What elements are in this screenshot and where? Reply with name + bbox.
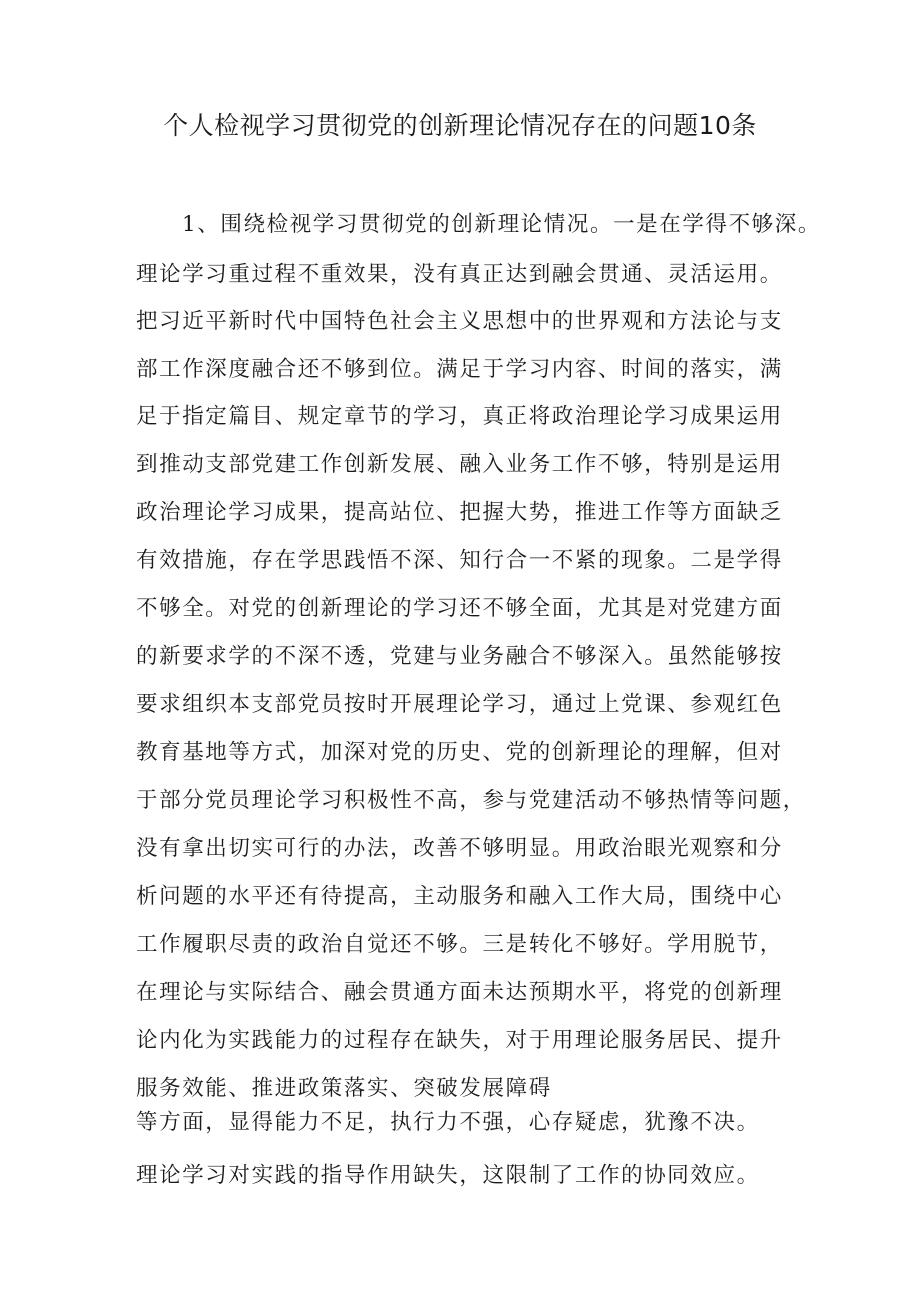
paragraph-line-2: 理论学习重过程不重效果，没有真正达到融会贯通、灵活运用。	[136, 262, 783, 287]
paragraph-line-13: 于部分党员理论学习积极性不高，参与党建活动不够热情等问题，	[136, 788, 806, 813]
paragraph-line-10: 的新要求学的不深不透，党建与业务融合不够深入。虽然能够按	[136, 644, 783, 669]
paragraph-line-17: 在理论与实际结合、融会贯通方面未达预期水平，将党的创新理	[136, 980, 783, 1005]
paragraph-line-5: 足于指定篇目、规定章节的学习，真正将政治理论学习成果运用	[136, 404, 783, 429]
paragraph-line-7: 政治理论学习成果，提高站位、把握大势，推进工作等方面缺乏	[136, 500, 783, 525]
paragraph-line-8: 有效措施，存在学思践悟不深、知行合一不紧的现象。二是学得	[136, 548, 783, 573]
paragraph-line-1: 1、围绕检视学习贯彻党的创新理论情况。一是在学得不够深。	[182, 212, 821, 237]
paragraph-line-16: 工作履职尽责的政治自觉还不够。三是转化不够好。学用脱节，	[136, 932, 783, 957]
paragraph-line-3: 把习近平新时代中国特色社会主义思想中的世界观和方法论与支	[136, 309, 783, 334]
document-title: 个人检视学习贯彻党的创新理论情况存在的问题10条	[163, 111, 757, 140]
paragraph-line-12: 教育基地等方式，加深对党的历史、党的创新理论的理解，但对	[136, 740, 783, 765]
paragraph-line-18: 论内化为实践能力的过程存在缺失，对于用理论服务居民、提升	[136, 1028, 783, 1053]
paragraph-line-21: 理论学习对实践的指导作用缺失，这限制了工作的协同效应。	[136, 1163, 760, 1188]
paragraph-line-20: 等方面，显得能力不足，执行力不强，心存疑虑，犹豫不决。	[136, 1110, 760, 1135]
paragraph-line-11: 要求组织本支部党员按时开展理论学习，通过上党课、参观红色	[136, 692, 783, 717]
paragraph-line-9: 不够全。对党的创新理论的学习还不够全面，尤其是对党建方面	[136, 596, 783, 621]
paragraph-line-6: 到推动支部党建工作创新发展、融入业务工作不够，特别是运用	[136, 452, 783, 477]
paragraph-line-14: 没有拿出切实可行的办法，改善不够明显。用政治眼光观察和分	[136, 836, 783, 861]
paragraph-line-15: 析问题的水平还有待提高，主动服务和融入工作大局，围绕中心	[136, 884, 783, 909]
paragraph-line-19: 服务效能、推进政策落实、突破发展障碍	[136, 1076, 552, 1101]
paragraph-line-4: 部工作深度融合还不够到位。满足于学习内容、时间的落实，满	[136, 357, 783, 382]
